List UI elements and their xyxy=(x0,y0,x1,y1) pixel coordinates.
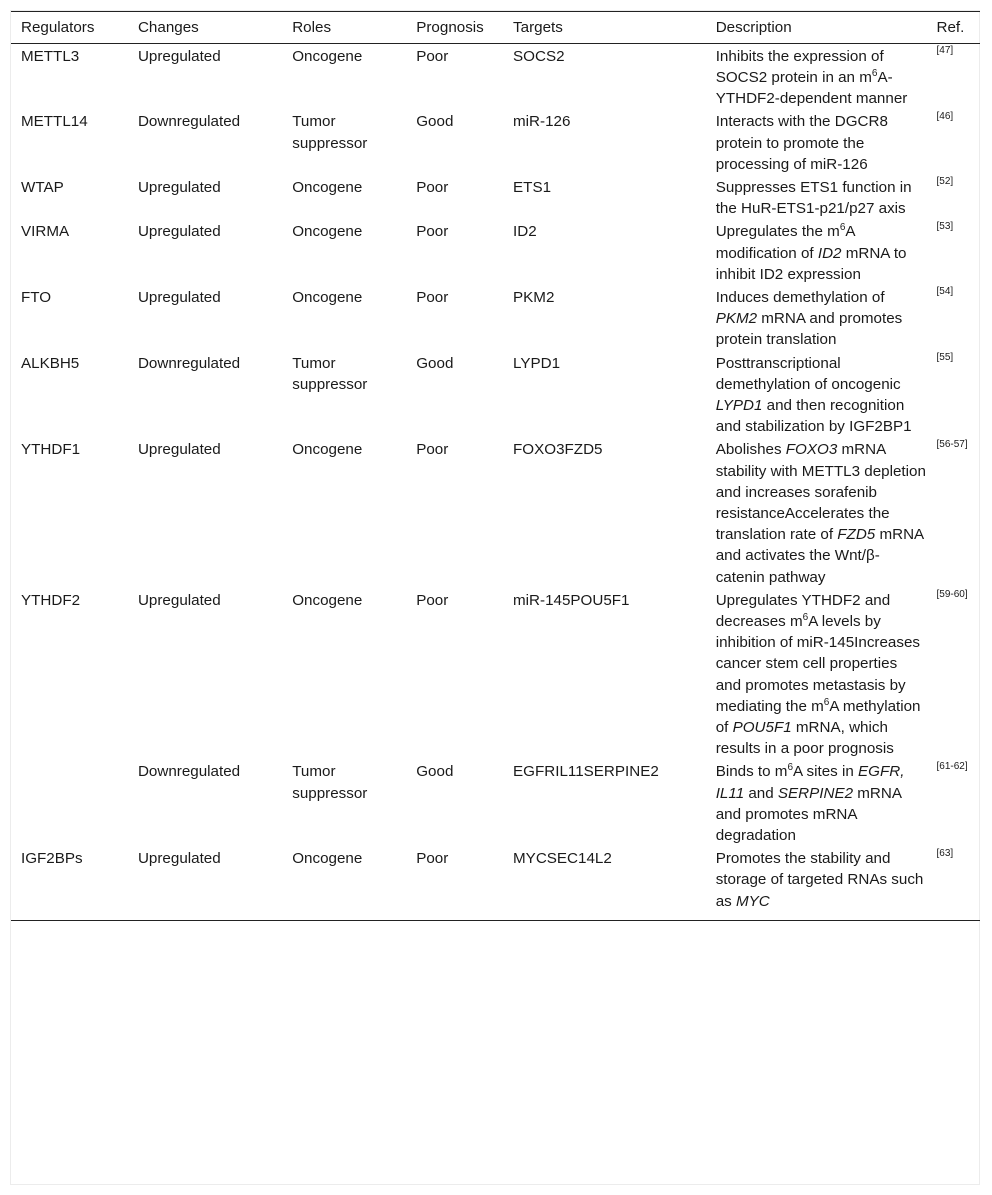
table-row xyxy=(11,847,980,921)
prognosis-cell: Poor xyxy=(416,288,449,306)
role-cell: Oncogene xyxy=(292,47,363,65)
change-cell: Upregulated xyxy=(137,288,221,306)
role-cell: Oncogene xyxy=(282,847,406,921)
table-row xyxy=(11,438,980,588)
prognosis-cell: Good xyxy=(416,354,454,372)
regulator-cell: METTL14 xyxy=(21,113,88,131)
change-cell: Upregulated xyxy=(137,47,221,65)
regulators-table xyxy=(11,11,980,921)
description-text: Interacts with the DGCR8 protein to promote the processing of miR-126 xyxy=(715,113,888,173)
italic-gene-name: SERPINE2 xyxy=(777,784,854,802)
description-text: mRNA and promotes mRNA degradation xyxy=(715,784,902,845)
superscript: 6 xyxy=(839,222,846,234)
description-text: mRNA stability with METTL3 depletion and increases sorafenib resistanceAccelerates the translation rate of xyxy=(715,441,926,544)
ref-cell: [56-57] xyxy=(936,438,968,450)
change-cell: Downregulated xyxy=(137,763,241,781)
superscript: 6 xyxy=(823,696,830,708)
description-text: mRNA, which results in a poor prognosis xyxy=(715,719,894,758)
table-row xyxy=(11,760,980,847)
prognosis-cell: Poor xyxy=(416,591,449,609)
targets-cell: SOCS2 xyxy=(513,47,565,65)
targets-cell: EGFRIL11SERPINE2 xyxy=(513,763,659,781)
table-row xyxy=(11,44,980,110)
superscript: 6 xyxy=(802,611,809,623)
prognosis-cell: Good xyxy=(416,113,454,131)
header-regulators: Regulators xyxy=(11,12,128,44)
description-text: Promotes the stability and storage of targeted RNAs such as xyxy=(715,850,924,910)
header-description: Description xyxy=(706,12,927,44)
ref-cell: [46] xyxy=(936,110,954,122)
description-text: Posttranscriptional demethylation of oncogenic xyxy=(715,354,901,393)
description-text: A levels by inhibition of miR-145Increases cancer stem cell properties and promotes metastasis by mediating the m xyxy=(715,612,920,715)
targets-cell: ID2 xyxy=(513,223,537,241)
role-cell: Oncogene xyxy=(292,223,363,241)
ref-cell: [54] xyxy=(936,286,954,298)
ref-cell: [61-62] xyxy=(936,760,968,772)
description-text: A-YTHDF2-dependent manner xyxy=(715,68,908,108)
role-cell: Oncogene xyxy=(292,441,363,459)
prognosis-cell: Poor xyxy=(406,847,503,921)
change-cell: Upregulated xyxy=(137,223,221,241)
targets-cell: LYPD1 xyxy=(513,354,561,372)
description-text: and xyxy=(744,784,778,802)
role-cell: Oncogene xyxy=(292,591,363,609)
role-cell: Tumor suppressor xyxy=(292,763,368,802)
header-ref: Ref. xyxy=(927,12,980,44)
description-text: A modification of xyxy=(715,223,855,262)
change-cell: Upregulated xyxy=(137,178,221,196)
targets-cell: MYCSEC14L2 xyxy=(503,847,706,921)
role-cell: Oncogene xyxy=(292,288,363,306)
prognosis-cell: Poor xyxy=(416,178,449,196)
table-row xyxy=(11,110,980,176)
header-targets: Targets xyxy=(503,12,706,44)
description-cell xyxy=(706,588,927,760)
description-cell xyxy=(706,110,927,176)
regulator-cell: YTHDF2 xyxy=(21,591,81,609)
description-cell xyxy=(706,285,927,351)
italic-gene-name: ID2 xyxy=(817,244,842,262)
description-text: A sites in xyxy=(793,763,859,781)
regulator-cell: ALKBH5 xyxy=(21,354,80,372)
change-cell: Downregulated xyxy=(137,113,241,131)
description-cell xyxy=(706,175,927,219)
italic-gene-name: POU5F1 xyxy=(732,719,792,736)
ref-cell: [47] xyxy=(936,45,954,57)
superscript: 6 xyxy=(787,762,794,774)
description-text: Inhibits the expression of SOCS2 protein in an m xyxy=(715,47,884,86)
regulator-cell: VIRMA xyxy=(21,223,70,241)
italic-gene-name: EGFR, IL11 xyxy=(715,763,905,802)
prognosis-cell: Poor xyxy=(416,47,449,65)
header-roles: Roles xyxy=(282,12,406,44)
targets-cell: miR-145POU5F1 xyxy=(513,591,630,609)
table-header xyxy=(11,12,980,44)
targets-cell: FOXO3FZD5 xyxy=(513,441,603,459)
table-row xyxy=(11,351,980,438)
header-row xyxy=(11,12,980,44)
table-body xyxy=(11,44,980,921)
targets-cell: ETS1 xyxy=(513,178,552,196)
targets-cell: miR-126 xyxy=(513,113,571,131)
regulator-cell: WTAP xyxy=(21,178,64,196)
description-cell xyxy=(706,44,927,110)
prognosis-cell: Poor xyxy=(416,223,449,241)
description-text: Abolishes xyxy=(715,441,786,459)
description-text: Upregulates YTHDF2 and decreases m xyxy=(715,591,891,630)
description-cell xyxy=(706,220,927,286)
ref-cell: [63] xyxy=(927,847,980,921)
description-text: Induces demethylation of xyxy=(715,288,885,306)
table-row xyxy=(11,285,980,351)
table-row xyxy=(11,588,980,760)
description-cell xyxy=(706,847,927,921)
italic-gene-name: PKM2 xyxy=(715,310,758,328)
regulator-cell: METTL3 xyxy=(21,47,80,65)
italic-gene-name: MYC xyxy=(735,892,770,910)
header-changes: Changes xyxy=(128,12,282,44)
description-text: mRNA and activates the Wnt/β-catenin pathway xyxy=(715,526,924,586)
regulator-cell: FTO xyxy=(21,288,52,306)
prognosis-cell: Good xyxy=(416,763,454,781)
ref-cell: [53] xyxy=(936,220,954,232)
change-cell: Upregulated xyxy=(137,441,221,459)
superscript: 6 xyxy=(871,67,878,79)
ref-cell: [59-60] xyxy=(936,589,968,601)
regulator-cell xyxy=(11,760,128,847)
italic-gene-name: FOXO3 xyxy=(785,441,838,459)
change-cell: Downregulated xyxy=(137,354,241,372)
description-cell xyxy=(706,351,927,438)
header-prognosis: Prognosis xyxy=(406,12,503,44)
description-text: and then recognition and stabilization by IGF2BP1 xyxy=(715,396,912,436)
ref-cell: [55] xyxy=(936,352,954,364)
description-text: mRNA to inhibit ID2 expression xyxy=(715,244,907,283)
table-row xyxy=(11,220,980,286)
role-cell: Tumor suppressor xyxy=(292,113,368,152)
description-text: A methylation of xyxy=(715,697,921,736)
description-text: mRNA and promotes protein translation xyxy=(715,310,903,349)
change-cell: Upregulated xyxy=(128,847,282,921)
description-text: Binds to m xyxy=(715,763,788,781)
regulator-cell: YTHDF1 xyxy=(21,441,81,459)
italic-gene-name: LYPD1 xyxy=(715,396,763,414)
italic-gene-name: FZD5 xyxy=(837,526,876,544)
description-cell xyxy=(706,438,927,588)
role-cell: Tumor suppressor xyxy=(292,354,368,393)
regulator-cell: IGF2BPs xyxy=(11,847,128,921)
description-cell xyxy=(706,760,927,847)
table-row xyxy=(11,175,980,219)
change-cell: Upregulated xyxy=(137,591,221,609)
description-text: Upregulates the m xyxy=(715,223,840,241)
ref-cell: [52] xyxy=(936,176,954,188)
role-cell: Oncogene xyxy=(292,178,363,196)
targets-cell: PKM2 xyxy=(513,288,555,306)
prognosis-cell: Poor xyxy=(416,441,449,459)
description-text: Suppresses ETS1 function in the HuR-ETS1-p21/p27 axis xyxy=(715,178,912,218)
